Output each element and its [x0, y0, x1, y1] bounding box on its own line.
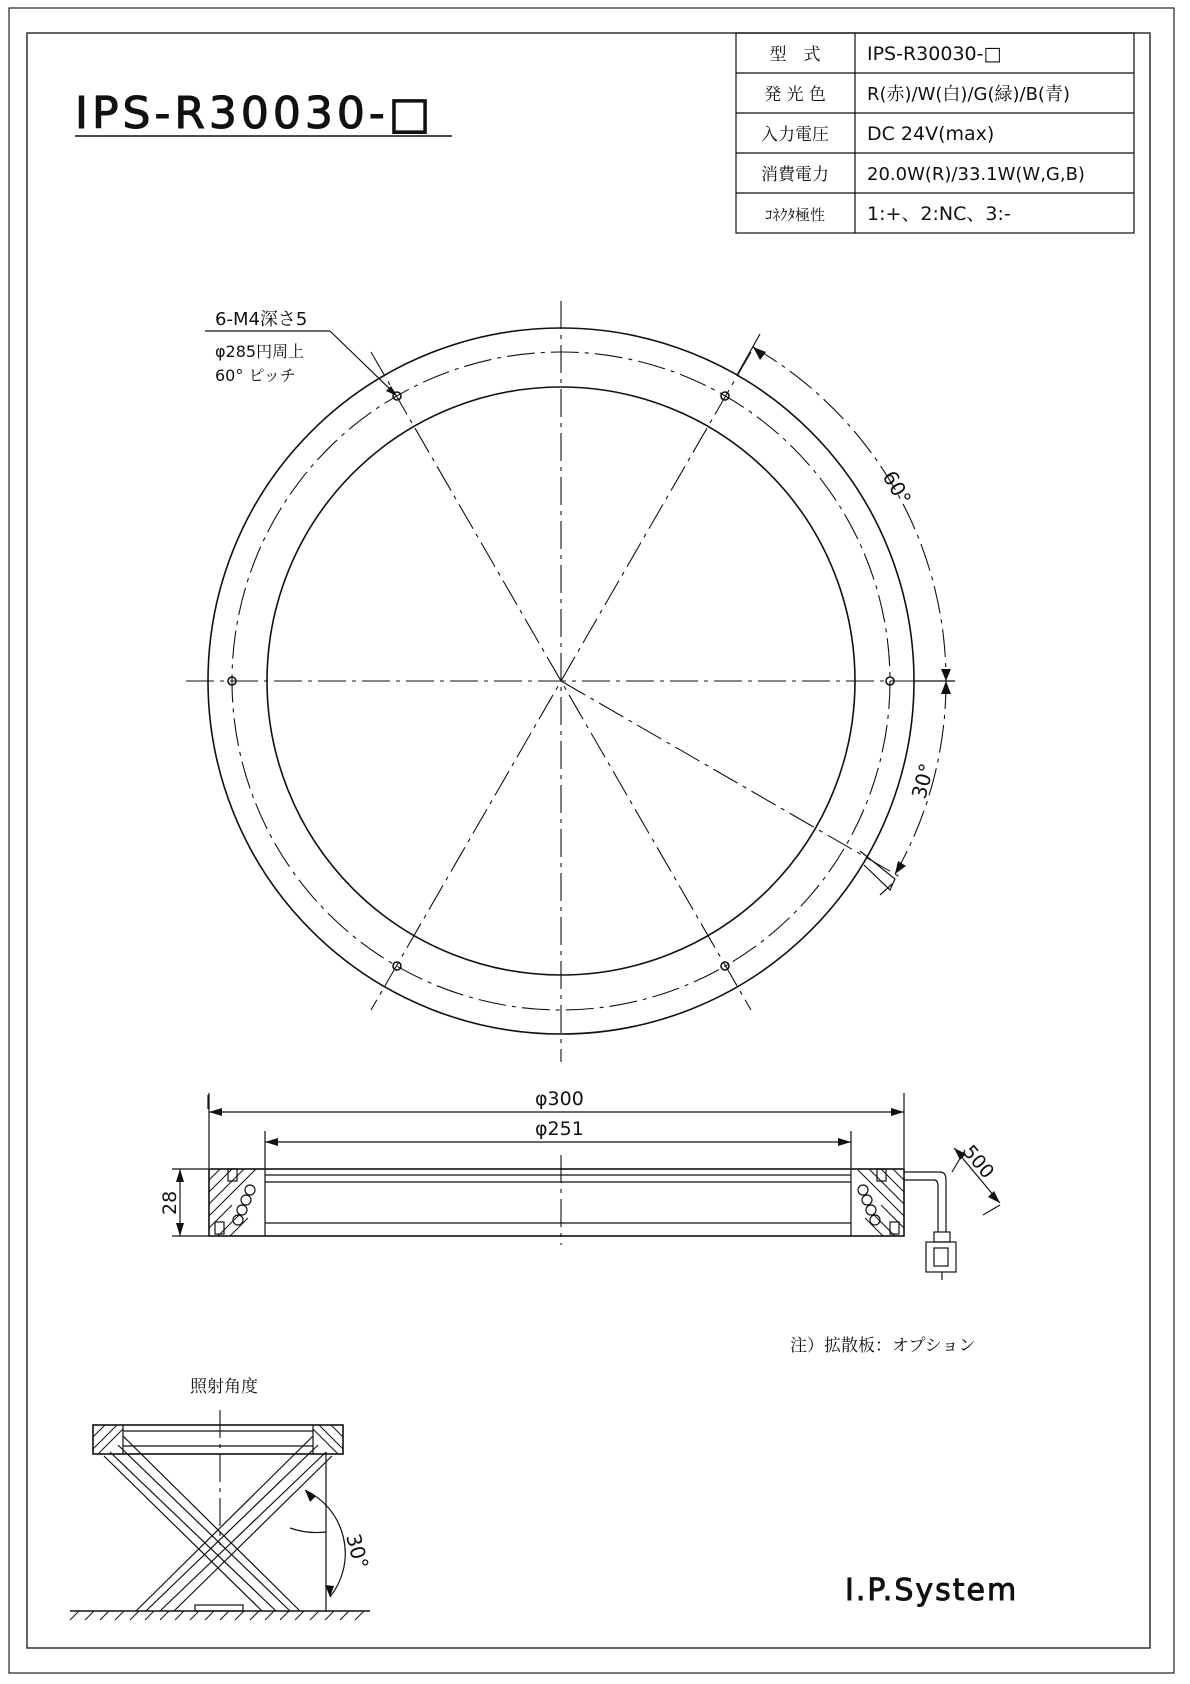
- dim-arc-60: [753, 347, 946, 681]
- angle-60-label: 60°: [877, 466, 917, 510]
- drawing-title: IPS-R30030-□: [75, 88, 435, 139]
- spec-value-voltage: DC 24V(max): [867, 123, 995, 145]
- spec-value-model: IPS-R30030-□: [867, 43, 1002, 65]
- spec-value-connector: 1:+、2:NC、3:-: [867, 203, 1011, 225]
- spec-label-model: 型 式: [769, 45, 821, 65]
- dia-outer-label: φ300: [535, 1088, 584, 1110]
- spec-value-color: R(赤)/W(白)/G(緑)/B(青): [867, 84, 1070, 105]
- hole-note-2: φ285円周上: [215, 342, 305, 361]
- hole-note-3: 60° ピッチ: [215, 366, 296, 385]
- diffuser-note: 注）拡散板：オプション: [790, 1336, 976, 1356]
- spec-label-voltage: 入力電圧: [761, 125, 829, 145]
- angle-section-title: 照射角度: [190, 1377, 258, 1397]
- inner-border: [27, 33, 1150, 1648]
- height-label: 28: [159, 1190, 181, 1215]
- cable-length-label: 500: [958, 1141, 999, 1183]
- angle-view: [70, 1377, 374, 1620]
- brand-logo-text: I.P.System: [845, 1573, 1019, 1608]
- spec-table: [736, 33, 1134, 233]
- dia-inner-label: φ251: [535, 1118, 584, 1140]
- top-view: [186, 301, 955, 1062]
- spec-label-connector: ｺﾈｸﾀ極性: [764, 206, 826, 224]
- spec-value-power: 20.0W(R)/33.1W(W,G,B): [867, 164, 1085, 185]
- outer-border: [9, 8, 1174, 1673]
- side-view: [159, 1088, 1000, 1280]
- angle-30-label-top: 30°: [906, 760, 940, 802]
- hole-note-1: 6-M4深さ5: [215, 309, 308, 330]
- angle-label: 30°: [341, 1531, 374, 1572]
- spec-label-power: 消費電力: [761, 165, 829, 185]
- spec-label-color: 発 光 色: [764, 85, 826, 105]
